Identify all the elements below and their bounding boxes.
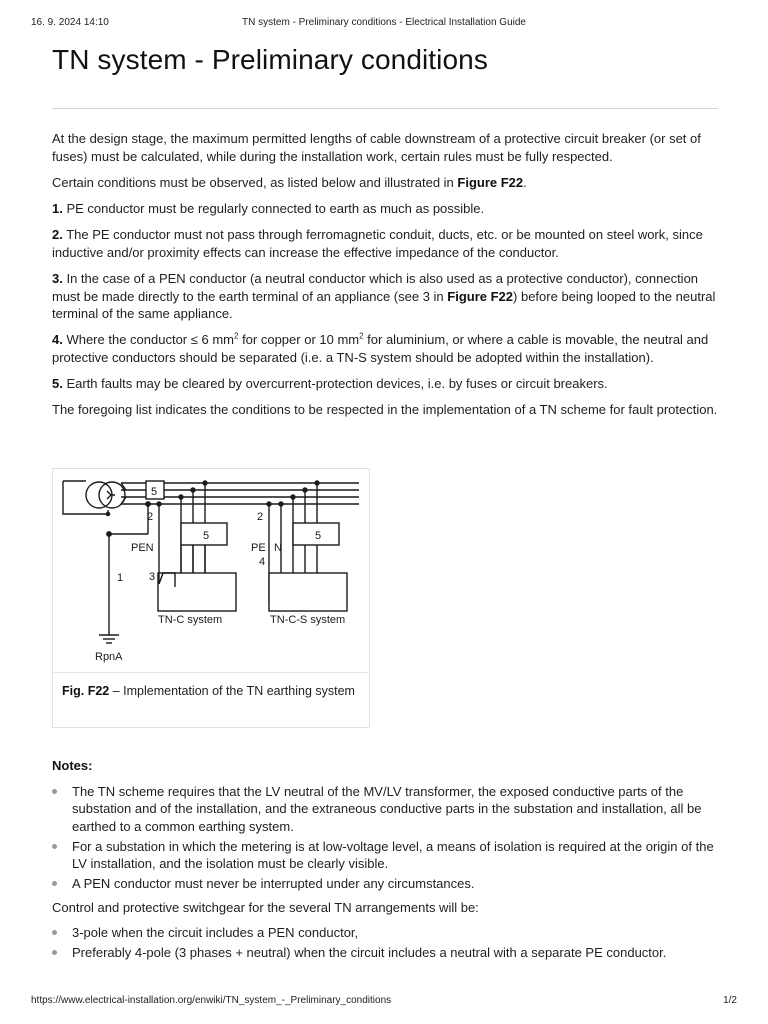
switchgear-intro: Control and protective switchgear for the several TN arrangements will be: xyxy=(52,899,479,915)
figure-link[interactable]: Figure F22 xyxy=(457,174,524,190)
figure-link[interactable]: Figure F22 xyxy=(447,288,514,304)
transformer-symbol xyxy=(63,481,125,516)
figure-f22 xyxy=(52,468,370,728)
notes-heading: Notes: xyxy=(52,758,93,773)
list-item: For a substation in which the metering is at low-voltage level, a means of isolation is required at the origin of the LV installation, and the isolation must be clearly visible. xyxy=(52,838,722,873)
condition-3: 3. In the case of a PEN conductor (a neutral conductor which is also used as a protective conductor), connection must be made directly to the earth terminal of an appliance (see 3 in Figure F22) before being looped to the neutral terminal of the same appliance. xyxy=(52,270,716,322)
tn-earthing-diagram xyxy=(53,469,369,672)
notes-section xyxy=(52,757,722,968)
intro-paragraph: At the design stage, the maximum permitted lengths of cable downstream of a protective circuit breaker (or set of fuses) must be calculated, while during the installation work, certain rules must be fully respected. xyxy=(52,131,701,164)
label-pe: PE xyxy=(251,542,266,554)
condition-2: 2. The PE conductor must not pass through ferromagnetic conduit, ducts, etc. or be mounted on steel work, since inductive and/or proximity effects can increase the effective impedance of the conductor. xyxy=(52,227,703,260)
label-num1: 1 xyxy=(117,572,124,584)
label-box-right: 5 xyxy=(315,530,322,542)
label-num3: 3 xyxy=(149,571,156,583)
condition-4: 4. Where the conductor ≤ 6 $mm^2$ for copper or 10 $mm^2$ for aluminium, or where a cable is movable, the neutral and protective conductors should be separated (i.e. a TN-S system should be adopted within the installation). xyxy=(52,331,709,365)
list-item: The TN scheme requires that the LV neutral of the MV/LV transformer, the exposed conductive parts of the substation and of the installation, and the extraneous conductive parts in the substation and installation, all be earthed to a common earthing system. xyxy=(52,783,722,836)
page-number: 1/2 xyxy=(723,995,737,1006)
print-header xyxy=(0,17,768,31)
article-body xyxy=(52,130,722,427)
label-num2-left: 2 xyxy=(147,511,154,523)
print-footer xyxy=(0,995,768,1009)
print-page-title: TN system - Preliminary conditions - Electrical Installation Guide xyxy=(242,17,526,28)
condition-5: 5. Earth faults may be cleared by overcurrent-protection devices, i.e. by fuses or circuit breakers. xyxy=(52,376,608,392)
tn-c-branch xyxy=(157,481,236,611)
conditions-intro: Certain conditions must be observed, as listed below and illustrated in Figure F22. xyxy=(52,174,527,190)
list-item: Preferably 4-pole (3 phases + neutral) when the circuit includes a neutral with a separate PE conductor. xyxy=(52,944,722,962)
foregoing-paragraph: The foregoing list indicates the conditions to be respected in the implementation of a TN scheme for fault protection. xyxy=(52,402,718,418)
label-pen: PEN xyxy=(131,542,154,554)
switchgear-list xyxy=(52,924,722,961)
condition-1: 1. PE conductor must be regularly connected to earth as much as possible. xyxy=(52,200,485,216)
earth-conductor xyxy=(99,502,150,643)
print-datetime: 16. 9. 2024 14:10 xyxy=(31,17,109,28)
label-tn-c-system: TN-C system xyxy=(158,614,223,626)
label-tn-c-s-system: TN-C-S system xyxy=(270,614,346,626)
label-rpna: RpnA xyxy=(95,651,123,663)
label-num2-right: 2 xyxy=(257,511,264,523)
page-title: TN system - Preliminary conditions xyxy=(52,44,488,75)
list-item: A PEN conductor must never be interrupted under any circumstances. xyxy=(52,875,722,893)
label-n: N xyxy=(274,542,282,554)
label-num4: 4 xyxy=(259,556,266,568)
title-divider xyxy=(52,108,718,109)
label-box-left: 5 xyxy=(203,530,210,542)
notes-list xyxy=(52,783,722,893)
page-url[interactable]: https://www.electrical-installation.org/enwiki/TN_system_-_Preliminary_conditions xyxy=(31,995,392,1006)
list-item: 3-pole when the circuit includes a PEN conductor, xyxy=(52,924,722,942)
figure-caption: Fig. F22 – Implementation of the TN earthing system xyxy=(53,672,369,727)
label-box-top: 5 xyxy=(151,486,158,498)
